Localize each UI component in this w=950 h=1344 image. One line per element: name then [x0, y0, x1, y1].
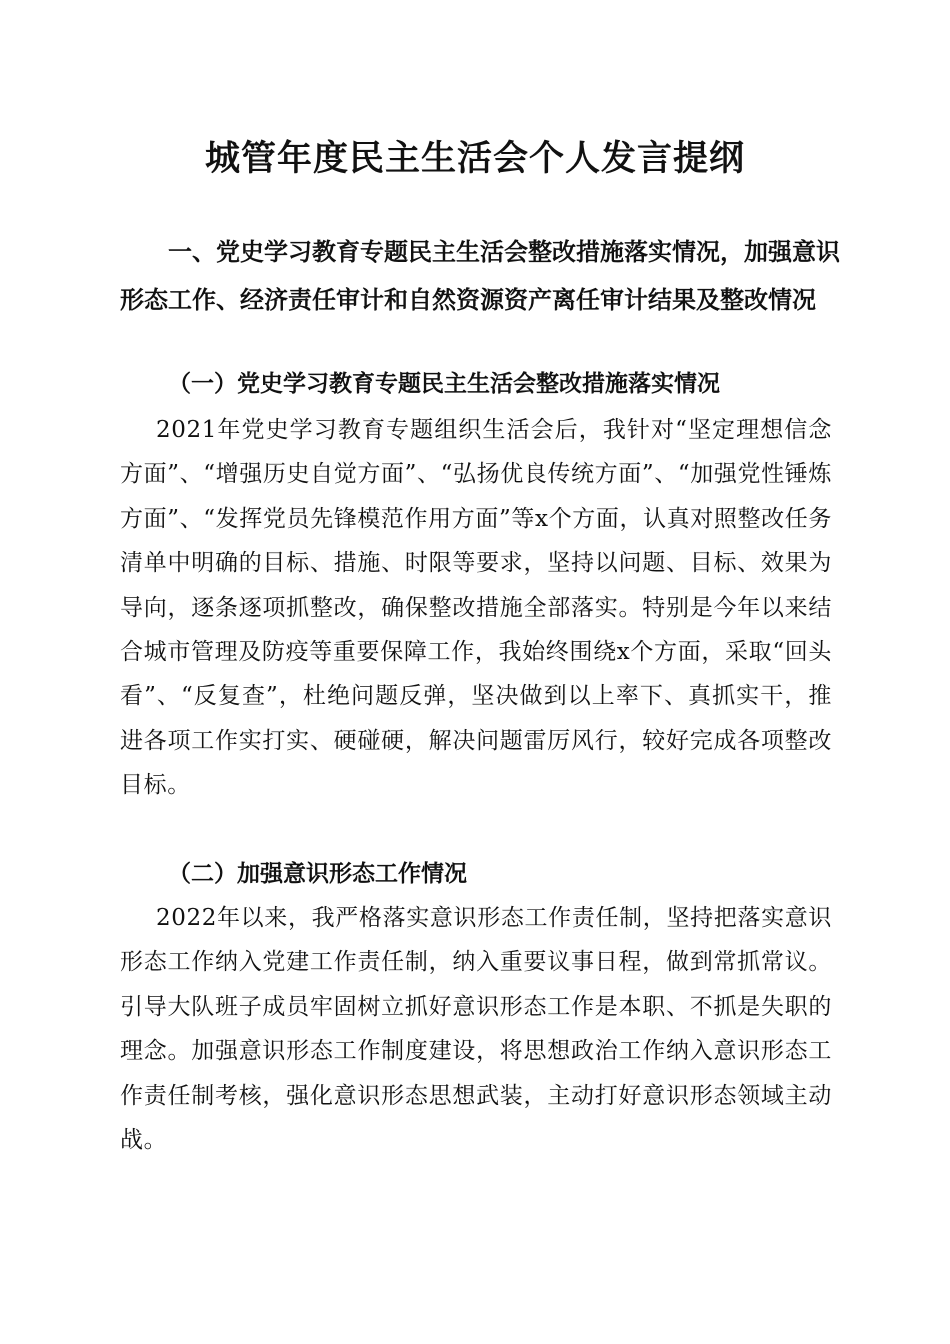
section-heading-1: 一、党史学习教育专题民主生活会整改措施落实情况，加强意识形态工作、经济责任审计和自然资源资产离任审计结果及整改情况 — [120, 238, 840, 314]
document-title: 城管年度民主生活会个人发言提纲 — [204, 138, 745, 179]
body-paragraph-2: 2022年以来，我严格落实意识形态工作责任制，坚持把落实意识形态工作纳入党建工作责任制，纳入重要议事日程，做到常抓常议。引导大队班子成员牢固树立抓好意识形态工作是本职、不抓是失职的理念。加强意识形态工作制度建设，将思想政治工作纳入意识形态工作责任制考核，强化意识形态思想武装，主动打好意识形态领域主动战。 — [120, 905, 832, 1154]
body-paragraph-1: 2021年党史学习教育专题组织生活会后，我针对“坚定理想信念方面”、“增强历史自觉方面”、“弘扬优良传统方面”、“加强党性锤炼方面”、“发挥党员先锋模范作用方面”等x个方面，认真对照整改任务清单中明确的目标、措施、时限等要求，坚持以问题、目标、效果为导向，逐条逐项抓整改，确保整改措施全部落实。特别是今年以来结合城市管理及防疫等重要保障工作，我始终围绕x个方面，采取“回头看”、“反复查”，杜绝问题反弹，坚决做到以上率下、真抓实干，推进各项工作实打实、硬碰硬，解决问题雷厉风行，较好完成各项整改目标。 — [120, 417, 832, 799]
sub-heading-1: （一）党史学习教育专题民主生活会整改措施落实情况 — [168, 370, 720, 397]
sub-heading-2: （二）加强意识形态工作情况 — [168, 860, 467, 887]
